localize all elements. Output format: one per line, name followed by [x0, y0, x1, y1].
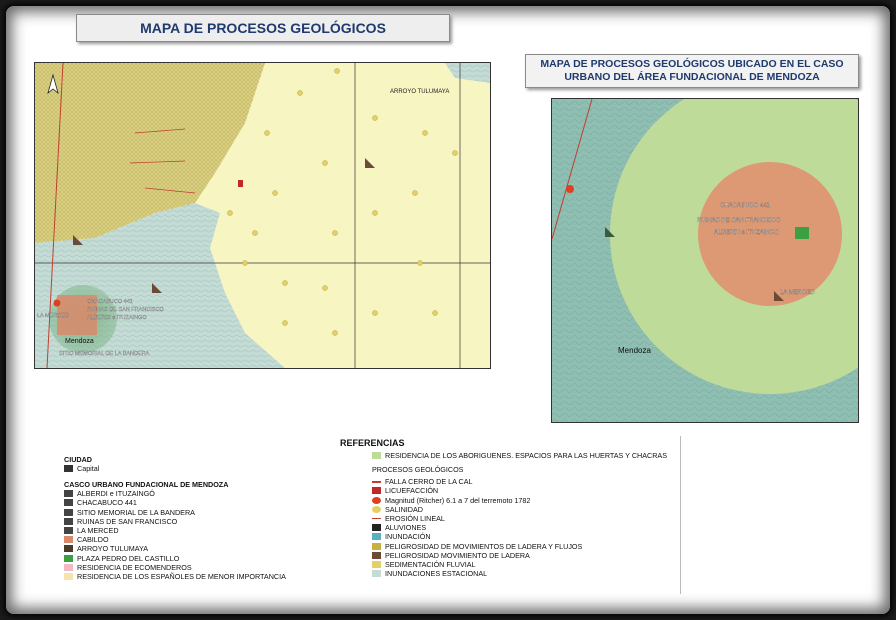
inset-map-title: MAPA DE PROCESOS GEOLÓGICOS UBICADO EN EL CASO URBANO DEL ÁREA FUNDACIONAL DE MENDOZA — [525, 54, 859, 88]
inset-label-alberdi: ALBERDI e ITUZAINGO — [714, 230, 780, 236]
label-alberdi: ALBERDI e ITUZAINGO — [87, 315, 147, 321]
legend-item: LICUEFACCIÓN — [372, 486, 680, 495]
legend-item: RESIDENCIA DE ECOMENDEROS — [64, 563, 364, 572]
inset-sismo-icon — [566, 185, 574, 193]
legend-item: SITIO MEMORIAL DE LA BANDERA — [64, 508, 364, 517]
legend-item: ALUVIONES — [372, 523, 680, 532]
legend-item: CHACABUCO 441 — [64, 498, 364, 507]
label-la-merced: LA MERCED — [37, 313, 69, 319]
label-chacabuco: CHACABUCO 441 — [87, 299, 133, 305]
label-ruinas: RUINAS DE SAN FRANCISCO — [87, 307, 164, 313]
legend-item: PLAZA PEDRO DEL CASTILLO — [64, 554, 364, 563]
legend-item: RESIDENCIA DE LOS ESPAÑOLES DE MENOR IMPORTANCIA — [64, 572, 364, 581]
label-mendoza: Mendoza — [65, 338, 94, 345]
inset-map[interactable] — [551, 98, 859, 423]
legend-casco-header: CASCO URBANO FUNDACIONAL DE MENDOZA — [64, 479, 229, 489]
main-map[interactable] — [34, 62, 491, 369]
inset-plaza-icon — [795, 227, 809, 239]
legend-item: Capital — [64, 464, 364, 473]
legend-item: SEDIMENTACIÓN FLUVIAL — [372, 560, 680, 569]
legend-item: FALLA CERRO DE LA CAL — [372, 477, 680, 486]
legend-ciudad-header: CIUDAD — [64, 454, 92, 464]
sismo-icon — [54, 300, 61, 307]
legend-item: RESIDENCIA DE LOS ABORIGUENES. ESPACIOS PARA LAS HUERTAS Y CHACRAS — [372, 451, 680, 460]
inset-map-canvas — [552, 99, 858, 422]
legend-item: INUNDACIÓN — [372, 532, 680, 541]
legend-item: ARROYO TULUMAYA — [64, 544, 364, 553]
legend-procesos-header: PROCESOS GEOLÓGICOS — [372, 464, 464, 474]
inset-label-mendoza: Mendoza — [618, 346, 651, 355]
map-title: MAPA DE PROCESOS GEOLÓGICOS — [76, 14, 450, 42]
legend-item: INUNDACIONES ESTACIONAL — [372, 569, 680, 578]
inset-label-la-merced: LA MERCED — [780, 290, 815, 296]
label-arroyo: ARROYO TULUMAYA — [390, 89, 450, 95]
legend-item: RUINAS DE SAN FRANCISCO — [64, 517, 364, 526]
label-sitio: SITIO MEMORIAL DE LA BANDERA — [59, 351, 150, 357]
legend-item: PELIGROSIDAD DE MOVIMIENTOS DE LADERA Y FLUJOS — [372, 542, 680, 551]
legend-item: ALBERDI e ITUZAINGÓ — [64, 489, 364, 498]
legend-item: CABILDO — [64, 535, 364, 544]
inset-label-ruinas: RUINAS DE SAN FRANCISCO — [697, 218, 781, 224]
legend-item: PELIGROSIDAD MOVIMIENTO DE LADERA — [372, 551, 680, 560]
legend-item: SALINIDAD — [372, 505, 680, 514]
legend-item: EROSIÓN LINEAL — [372, 514, 680, 523]
main-map-canvas — [35, 63, 490, 368]
licuefaccion-icon — [238, 180, 243, 187]
inset-label-chacabuco: CHACABUCO 441 — [720, 203, 771, 209]
legend-title: REFERENCIAS — [340, 438, 405, 448]
legend-panel — [62, 436, 681, 594]
legend-item: Magnitud (Ritcher) 6.1 a 7 del terremoto 1782 — [372, 496, 680, 505]
legend-item: LA MERCED — [64, 526, 364, 535]
